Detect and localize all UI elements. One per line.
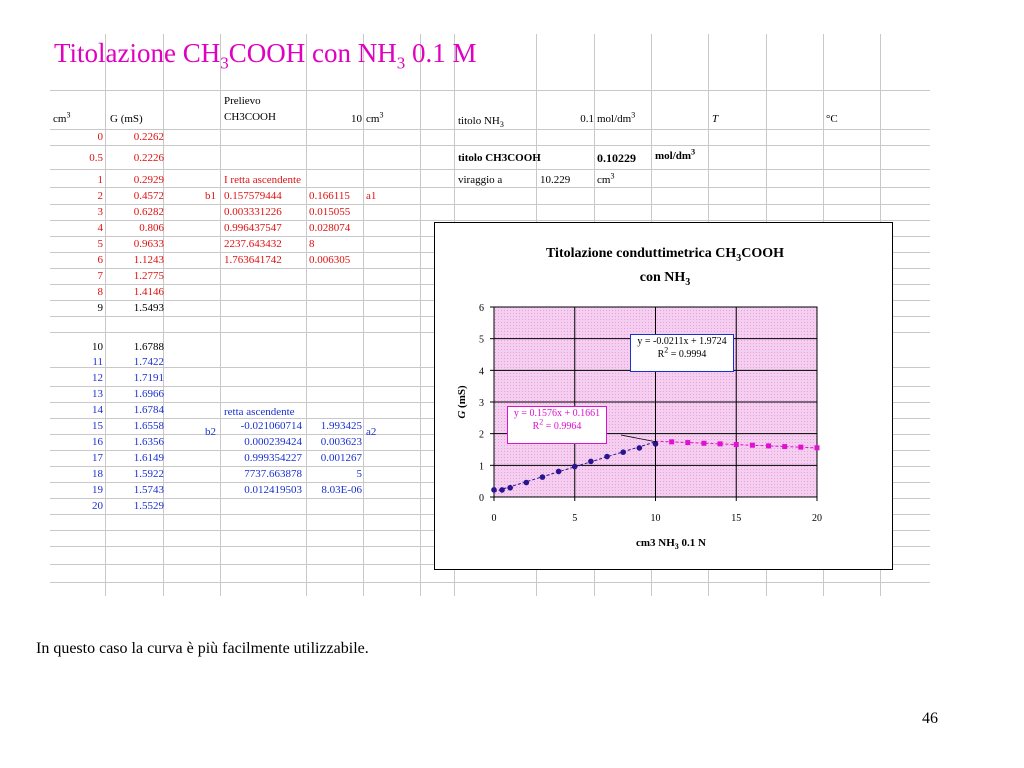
titolo-nh3-value: 0.1 bbox=[580, 113, 594, 125]
grid-row-line bbox=[50, 169, 930, 170]
regression2-a-label: a2 bbox=[366, 426, 377, 438]
conductometric-chart bbox=[434, 222, 893, 570]
row-conductance: 0.2929 bbox=[133, 174, 164, 186]
point-descending bbox=[685, 440, 690, 445]
row-volume: 9 bbox=[97, 302, 103, 314]
row-conductance: 1.5922 bbox=[133, 468, 164, 480]
titolo-ch3cooh-unit: mol/$dm^3$ bbox=[655, 147, 696, 162]
row-volume: 16 bbox=[92, 436, 103, 448]
point-descending bbox=[766, 443, 771, 448]
grid-row-line bbox=[50, 90, 930, 91]
regression2-coef: 0.000239424 bbox=[244, 436, 302, 448]
point-descending bbox=[750, 443, 755, 448]
point-ascending bbox=[588, 459, 594, 465]
row-conductance: 1.7422 bbox=[133, 356, 164, 368]
row-conductance: 0.2226 bbox=[133, 152, 164, 164]
regression2-coef: 7737.663878 bbox=[244, 468, 302, 480]
row-conductance: 1.5743 bbox=[133, 484, 164, 496]
x-tick-label: 0 bbox=[491, 513, 497, 524]
y-tick-label: 0 bbox=[479, 493, 484, 504]
page-title: Titolazione $CH_3COOH$ con $NH_3$ 0.1 M bbox=[54, 38, 477, 73]
row-volume: 19 bbox=[92, 484, 103, 496]
row-conductance: 0.9633 bbox=[133, 238, 164, 250]
y-axis-label: G (mS) bbox=[456, 385, 468, 419]
point-ascending bbox=[620, 449, 626, 455]
grid-col-line bbox=[363, 34, 364, 596]
row-volume: 11 bbox=[92, 356, 103, 368]
viraggio-value: 10.229 bbox=[540, 174, 571, 186]
x-axis-label: cm3 $NH_3$ 0.1 N bbox=[636, 537, 706, 551]
row-conductance: 0.2262 bbox=[133, 131, 164, 143]
regression1-stat: 8 bbox=[309, 238, 315, 250]
y-tick-label: 5 bbox=[479, 334, 484, 346]
grid-row-line bbox=[50, 187, 930, 188]
regression2-coef: 0.012419503 bbox=[244, 484, 302, 496]
regression1-stat: 0.015055 bbox=[309, 206, 351, 218]
equation-desc-formula: y = -0.0211x + 1.9724 bbox=[637, 336, 727, 347]
row-volume: 18 bbox=[92, 468, 103, 480]
grid-row-line bbox=[50, 582, 930, 583]
y-tick-label: 3 bbox=[479, 398, 484, 409]
regression1-a-label: a1 bbox=[366, 190, 377, 202]
grid-row-line bbox=[50, 220, 930, 221]
row-conductance: 1.6788 bbox=[133, 341, 164, 353]
header-prelievo-acid: CH3COOH bbox=[224, 111, 276, 123]
row-conductance: 1.6356 bbox=[133, 436, 164, 448]
grid-row-line bbox=[50, 129, 930, 130]
regression1-coef: 2237.643432 bbox=[224, 238, 282, 250]
point-descending bbox=[815, 445, 820, 450]
point-ascending bbox=[604, 454, 610, 460]
row-conductance: 0.806 bbox=[139, 222, 164, 234]
row-volume: 4 bbox=[97, 222, 103, 234]
regression1-coef: 0.157579444 bbox=[224, 190, 282, 202]
row-conductance: 1.7191 bbox=[133, 372, 164, 384]
titolo-nh3-unit: mol/$dm^3$ bbox=[597, 110, 636, 125]
row-conductance: 1.1243 bbox=[133, 254, 164, 266]
point-ascending bbox=[499, 487, 505, 493]
regression2-coef: -0.021060714 bbox=[240, 420, 302, 432]
grid-row-line bbox=[50, 145, 930, 146]
equation-desc-r2: $R^2 = 0.9994$ bbox=[657, 345, 707, 360]
titolo-ch3cooh-label: titolo CH3COOH bbox=[458, 152, 541, 164]
y-tick-label: 1 bbox=[479, 461, 484, 473]
grid-row-line bbox=[50, 204, 930, 205]
regression2-stat: 1.993425 bbox=[320, 420, 362, 432]
equation-asc-r2: $R^2 = 0.9964$ bbox=[532, 417, 582, 432]
prelievo-value: 10 bbox=[351, 113, 362, 125]
point-descending bbox=[669, 439, 674, 444]
row-conductance: 1.6558 bbox=[133, 420, 164, 432]
point-ascending bbox=[556, 469, 562, 475]
header-conductance: G (mS) bbox=[110, 113, 143, 125]
x-tick-label: 15 bbox=[731, 513, 742, 524]
row-volume: 14 bbox=[92, 404, 103, 416]
point-ascending bbox=[540, 474, 546, 480]
point-descending bbox=[718, 441, 723, 446]
point-ascending bbox=[507, 485, 513, 491]
grid-col-line bbox=[420, 34, 421, 596]
chart-title-line1: Titolazione conduttimetrica $CH_3COOH$ bbox=[545, 246, 785, 264]
row-conductance: 1.6784 bbox=[133, 404, 164, 416]
regression1-coef: 0.003331226 bbox=[224, 206, 282, 218]
x-tick-label: 10 bbox=[650, 513, 661, 524]
row-conductance: 1.6966 bbox=[133, 388, 164, 400]
regression1-heading: I retta ascendente bbox=[224, 174, 301, 186]
y-tick-label: 6 bbox=[479, 303, 484, 314]
row-conductance: 1.6149 bbox=[133, 452, 164, 464]
y-tick-label: 4 bbox=[479, 366, 484, 378]
regression2-coef: 0.999354227 bbox=[244, 452, 302, 464]
point-descending bbox=[798, 445, 803, 450]
point-ascending bbox=[637, 445, 643, 451]
viraggio-unit: $cm^3$ bbox=[597, 171, 615, 186]
grid-col-line bbox=[220, 34, 221, 596]
equation-ascending bbox=[507, 406, 607, 444]
point-ascending bbox=[572, 464, 578, 470]
point-ascending bbox=[491, 487, 497, 493]
point-descending bbox=[782, 444, 787, 449]
temperature-unit: °C bbox=[826, 113, 838, 125]
x-tick-label: 20 bbox=[812, 513, 822, 524]
row-volume: 13 bbox=[92, 388, 103, 400]
header-cm3: $cm^3$ bbox=[53, 110, 71, 125]
row-volume: 12 bbox=[92, 372, 103, 384]
row-conductance: 0.4572 bbox=[133, 190, 164, 202]
row-volume: 2 bbox=[97, 190, 103, 202]
row-volume: 17 bbox=[92, 452, 103, 464]
regression1-stat: 0.166115 bbox=[309, 190, 350, 202]
equation-asc-formula: y = 0.1576x + 0.1661 bbox=[513, 408, 601, 419]
viraggio-label: viraggio a bbox=[458, 174, 503, 186]
regression1-stat: 0.006305 bbox=[309, 254, 351, 266]
y-tick-label: 2 bbox=[479, 429, 484, 441]
regression2-stat: 5 bbox=[356, 468, 362, 480]
chart-svg bbox=[435, 223, 892, 569]
point-descending bbox=[701, 441, 706, 446]
row-conductance: 1.4146 bbox=[133, 286, 164, 298]
titolo-ch3cooh-value: 0.10229 bbox=[597, 151, 636, 165]
temperature-label: T bbox=[712, 113, 719, 125]
row-conductance: 1.2775 bbox=[133, 270, 164, 282]
point-ascending bbox=[524, 480, 530, 486]
regression2-b-label: b2 bbox=[205, 426, 216, 438]
row-volume: 8 bbox=[97, 286, 103, 298]
regression1-coef: 0.996437547 bbox=[224, 222, 282, 234]
row-volume: 0 bbox=[97, 131, 103, 143]
row-volume: 20 bbox=[92, 500, 103, 512]
regression2-stat: 0.001267 bbox=[320, 452, 362, 464]
page-number: 46 bbox=[922, 710, 938, 727]
row-conductance: 0.6282 bbox=[133, 206, 164, 218]
equation-descending bbox=[630, 334, 734, 372]
grid-col-line bbox=[306, 34, 307, 596]
row-conductance: 1.5493 bbox=[133, 302, 164, 314]
row-volume: 15 bbox=[92, 420, 103, 432]
row-volume: 0.5 bbox=[89, 152, 103, 164]
grid-col-line bbox=[105, 34, 106, 596]
slide-caption: In questo caso la curva è più facilmente utilizzabile. bbox=[36, 640, 369, 657]
regression1-b-label: b1 bbox=[205, 190, 216, 202]
row-volume: 7 bbox=[97, 270, 103, 282]
row-volume: 10 bbox=[92, 341, 103, 353]
row-volume: 1 bbox=[97, 174, 103, 186]
regression2-stat: 0.003623 bbox=[320, 436, 362, 448]
row-volume: 3 bbox=[97, 206, 103, 218]
titolo-nh3-label: titolo $NH_3$ bbox=[458, 115, 504, 130]
regression2-stat: 8.03E-06 bbox=[321, 484, 362, 496]
row-volume: 5 bbox=[97, 238, 103, 250]
prelievo-unit: $cm^3$ bbox=[366, 110, 384, 125]
header-prelievo: Prelievo bbox=[224, 95, 261, 107]
row-volume: 6 bbox=[97, 254, 103, 266]
regression1-coef: 1.763641742 bbox=[224, 254, 282, 266]
regression2-heading: retta ascendente bbox=[224, 406, 295, 418]
chart-title-line2: con $NH_3$ bbox=[639, 270, 691, 288]
row-conductance: 1.5529 bbox=[133, 500, 164, 512]
x-tick-label: 5 bbox=[572, 513, 578, 524]
regression1-stat: 0.028074 bbox=[309, 222, 351, 234]
point-descending bbox=[734, 442, 739, 447]
